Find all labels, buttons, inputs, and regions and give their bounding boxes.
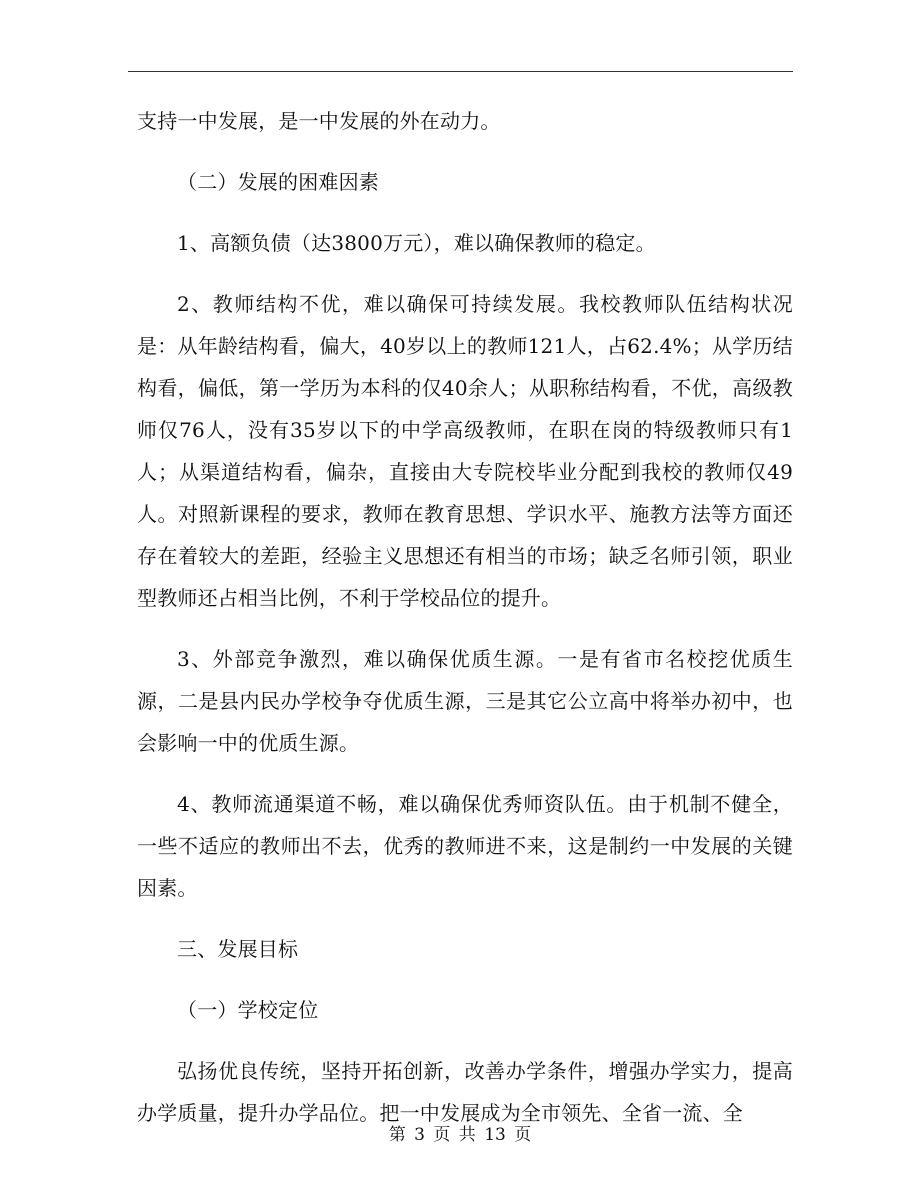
list-item-competition: 3、外部竞争激烈，难以确保优质生源。一是有省市名校挖优质生源，二是县内民办学校争夺优质生源，三是其它公立高中将举办初中，也会影响一中的优质生源。 [137,647,793,755]
subsection-heading-positioning: （一）学校定位 [177,998,319,1022]
document-body [137,100,793,1134]
header-rule [128,71,793,72]
list-item-teacher-mobility: 4、教师流通渠道不畅，难以确保优秀师资队伍。由于机制不健全，一些不适应的教师出不去，优秀的教师进不来，这是制约一中发展的关键因素。 [137,792,793,900]
section-heading-difficulties: （二）发展的困难因素 [177,170,379,194]
paragraph-positioning: 弘扬优良传统，坚持开拓创新，改善办学条件，增强办学实力，提高办学质量，提升办学品位。把一中发展成为全市领先、全省一流、全 [137,1059,793,1125]
list-item-debt: 1、高额负债（达3800万元），难以确保教师的稳定。 [177,231,656,255]
list-item-teacher-structure: 2、教师结构不优，难以确保可持续发展。我校教师队伍结构状况是：从年龄结构看，偏大，40岁以上的教师121人，占62.4%；从学历结构看，偏低，第一学历为本科的仅40余人；从职称结构看，不优，高级教师仅76人，没有35岁以下的中学高级教师，在职在岗的特级教师只有1人；从渠道结构看，偏杂，直接由大专院校毕业分配到我校的教师仅49人。对照新课程的要求，教师在教育思想、学识水平、施教方法等方面还存在着较大的差距，经验主义思想还有相当的市场；缺乏名师引领，职业型教师还占相当比例，不利于学校品位的提升。 [137,292,793,610]
section-heading-goals: 三、发展目标 [177,937,299,961]
paragraph-continuation: 支持一中发展，是一中发展的外在动力。 [137,109,501,133]
page-number-footer: 第 3 页 共 13 页 [388,1125,532,1145]
